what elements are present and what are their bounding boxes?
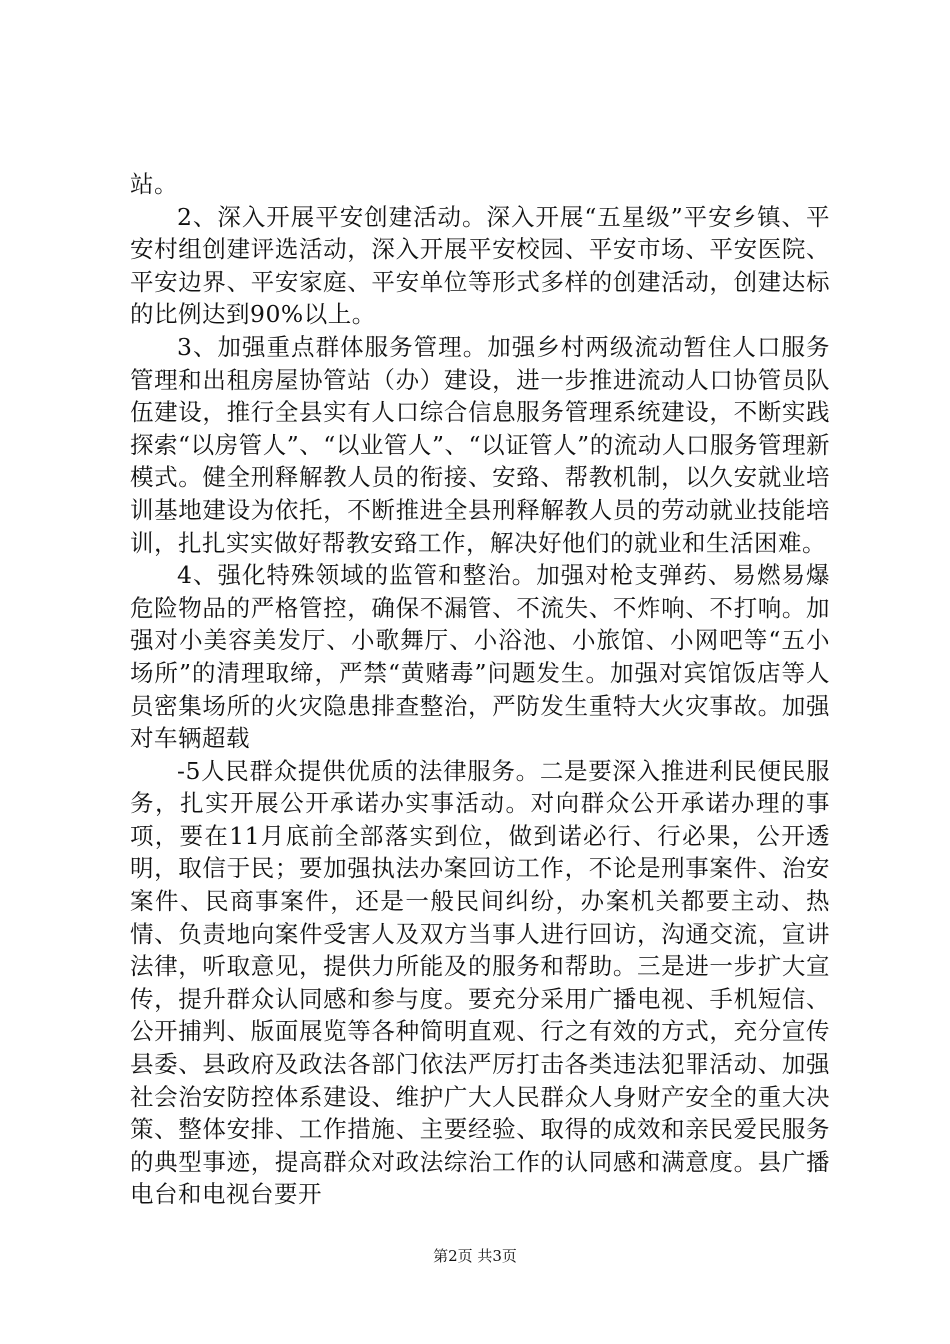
paragraph-item-5: -5人民群众提供优质的法律服务。二是要深入推进利民便民服务，扎实开展公开承诺办实事活动。对向群众公开承诺办理的事项，要在11月底前全部落实到位，做到诺必行、行必果，公开透明，取信于民；要加强执法办案回访工作，不论是刑事案件、治安案件、民商事案件，还是一般民间纠纷，办案机关都要主动、热情、负责地向案件受害人及双方当事人进行回访，沟通交流，宣讲法律，听取意见，提供力所能及的服务和帮助。三是进一步扩大宣传，提升群众认同感和参与度。要充分采用广播电视、手机短信、公开捕判、版面展览等各种简明直观、行之有效的方式，充分宣传县委、县政府及政法各部门依法严厉打击各类违法犯罪活动、加强社会治安防控体系建设、维护广大人民群众人身财产安全的重大决策、整体安排、工作措施、主要经验、取得的成效和亲民爱民服务的典型事迹，提高群众对政法综治工作的认同感和满意度。县广播电台和电视台要开	[130, 756, 830, 1209]
paragraph-continuation: 站。	[130, 170, 178, 198]
paragraph-item-2: 2、深入开展平安创建活动。深入开展“五星级”平安乡镇、平安村组创建评选活动，深入开展平安校园、平安市场、平安医院、平安边界、平安家庭、平安单位等形式多样的创建活动，创建达标的比例达到90%以上。	[130, 202, 830, 329]
paragraph-item-4: 4、强化特殊领域的监管和整治。加强对枪支弹药、易燃易爆危险物品的严格管控，确保不漏管、不流失、不炸响、不打响。加强对小美容美发厅、小歌舞厅、小浴池、小旅馆、小网吧等“五小场所”的清理取缔，严禁“黄赌毒”问题发生。加强对宾馆饭店等人员密集场所的火灾隐患排查整治，严防发生重特大火灾事故。加强对车辆超载	[130, 561, 830, 753]
document-body	[130, 168, 830, 1211]
paragraph-item-3: 3、加强重点群体服务管理。加强乡村两级流动暂住人口服务管理和出租房屋协管站（办）建设，进一步推进流动人口协管员队伍建设，推行全县实有人口综合信息服务管理系统建设，不断实践探索“以房管人”、“以业管人”、“以证管人”的流动人口服务管理新模式。健全刑释解教人员的衔接、安臵、帮教机制，以久安就业培训基地建设为依托，不断推进全县刑释解教人员的劳动就业技能培训，扎扎实实做好帮教安臵工作，解决好他们的就业和生活困难。	[130, 332, 830, 557]
page-number-footer: 第2页 共3页	[433, 1247, 517, 1265]
